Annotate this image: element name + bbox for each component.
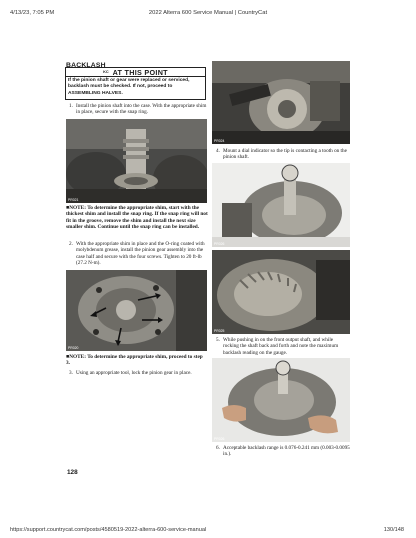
step-number: 4.	[216, 148, 220, 154]
step-6	[216, 445, 350, 458]
step-4	[216, 148, 350, 161]
figure-backlash-measure-photo	[212, 358, 350, 442]
print-footer	[0, 524, 416, 538]
figure-id: PR026	[214, 242, 225, 246]
print-header	[0, 0, 416, 22]
figure-id: PR026	[214, 437, 225, 441]
step-3	[69, 370, 207, 376]
ring-gear-image	[212, 250, 350, 334]
step-text: Install the pinion shaft into the case. With the appropriate shim in place, secure with the snap ring.	[76, 103, 207, 116]
note-proceed-step-3: ■NOTE: To determine the appropriate shim, proceed to step 3.	[66, 354, 203, 367]
at-this-point-icon: KC	[103, 70, 109, 74]
figure-id: PR025	[214, 329, 225, 333]
step-5	[216, 337, 350, 356]
step-1	[69, 103, 207, 116]
pinion-gear-image	[66, 270, 207, 351]
print-page-title: 2022 Alterra 600 Service Manual | CountryCat	[148, 10, 268, 16]
at-this-point-text: If the pinion shaft or gear were replaced or serviced, backlash must be checked. If not, proceed to ASSEMBLING HALVES.	[68, 78, 190, 96]
backlash-measure-image	[212, 358, 350, 442]
at-this-point-title: AT THIS POINT	[112, 67, 168, 77]
dial-indicator-image	[212, 163, 350, 247]
pinion-shaft-image	[66, 119, 207, 203]
figure-lock-pinion-photo	[212, 61, 350, 144]
figure-ring-gear-photo	[212, 250, 350, 334]
print-datetime: 4/13/23, 7:05 PM	[10, 10, 55, 16]
step-number: 5.	[216, 337, 220, 343]
step-text: Using an appropriate tool, lock the pinion gear in place.	[76, 370, 192, 376]
print-page-count: 130/148	[383, 527, 404, 533]
step-text: With the appropriate shim in place and the O-ring coated with molybdenum grease, install the pinion gear assembly into the case half and secure with the four screws. Tighten to 20 ft-lb (27.2 N-m).	[76, 241, 205, 267]
at-this-point-box	[65, 67, 206, 100]
step-text: Mount a dial indicator so the tip is contacting a tooth on the pinion shaft.	[223, 148, 347, 161]
figure-pinion-shaft-photo	[66, 119, 207, 203]
step-text: While pushing in on the front output shaft, and while rocking the shaft back and forth and note the maximum backlash reading on the gauge.	[223, 337, 339, 356]
step-number: 2.	[69, 241, 73, 247]
step-number: 6.	[216, 445, 220, 451]
lock-pinion-image	[212, 61, 350, 144]
figure-pinion-gear-photo	[66, 270, 207, 351]
figure-dial-indicator-photo	[212, 163, 350, 247]
figure-id: PR024	[214, 139, 225, 143]
figure-id: PR021	[68, 198, 79, 202]
step-2	[69, 241, 207, 267]
note-shim-selection: ■NOTE: To determine the appropriate shim, start with the thickest shim and install the snap ring. If the snap ring will not fit in the groove, remove the shim and install the next size smaller shim. Continue until the snap ring can be installed.	[66, 205, 208, 230]
page-number: 128	[67, 469, 78, 476]
step-number: 1.	[69, 103, 73, 109]
print-url: https://support.countrycat.com/posts/4580519-2022-alterra-600-service-manual	[10, 527, 207, 533]
step-number: 3.	[69, 370, 73, 376]
at-this-point-header	[66, 68, 205, 77]
step-text: Acceptable backlash range is 0.076-0.241 mm (0.003-0.0095 in.).	[223, 445, 350, 458]
figure-id: PR020	[68, 346, 79, 350]
section-title: BACKLASH	[66, 62, 106, 69]
